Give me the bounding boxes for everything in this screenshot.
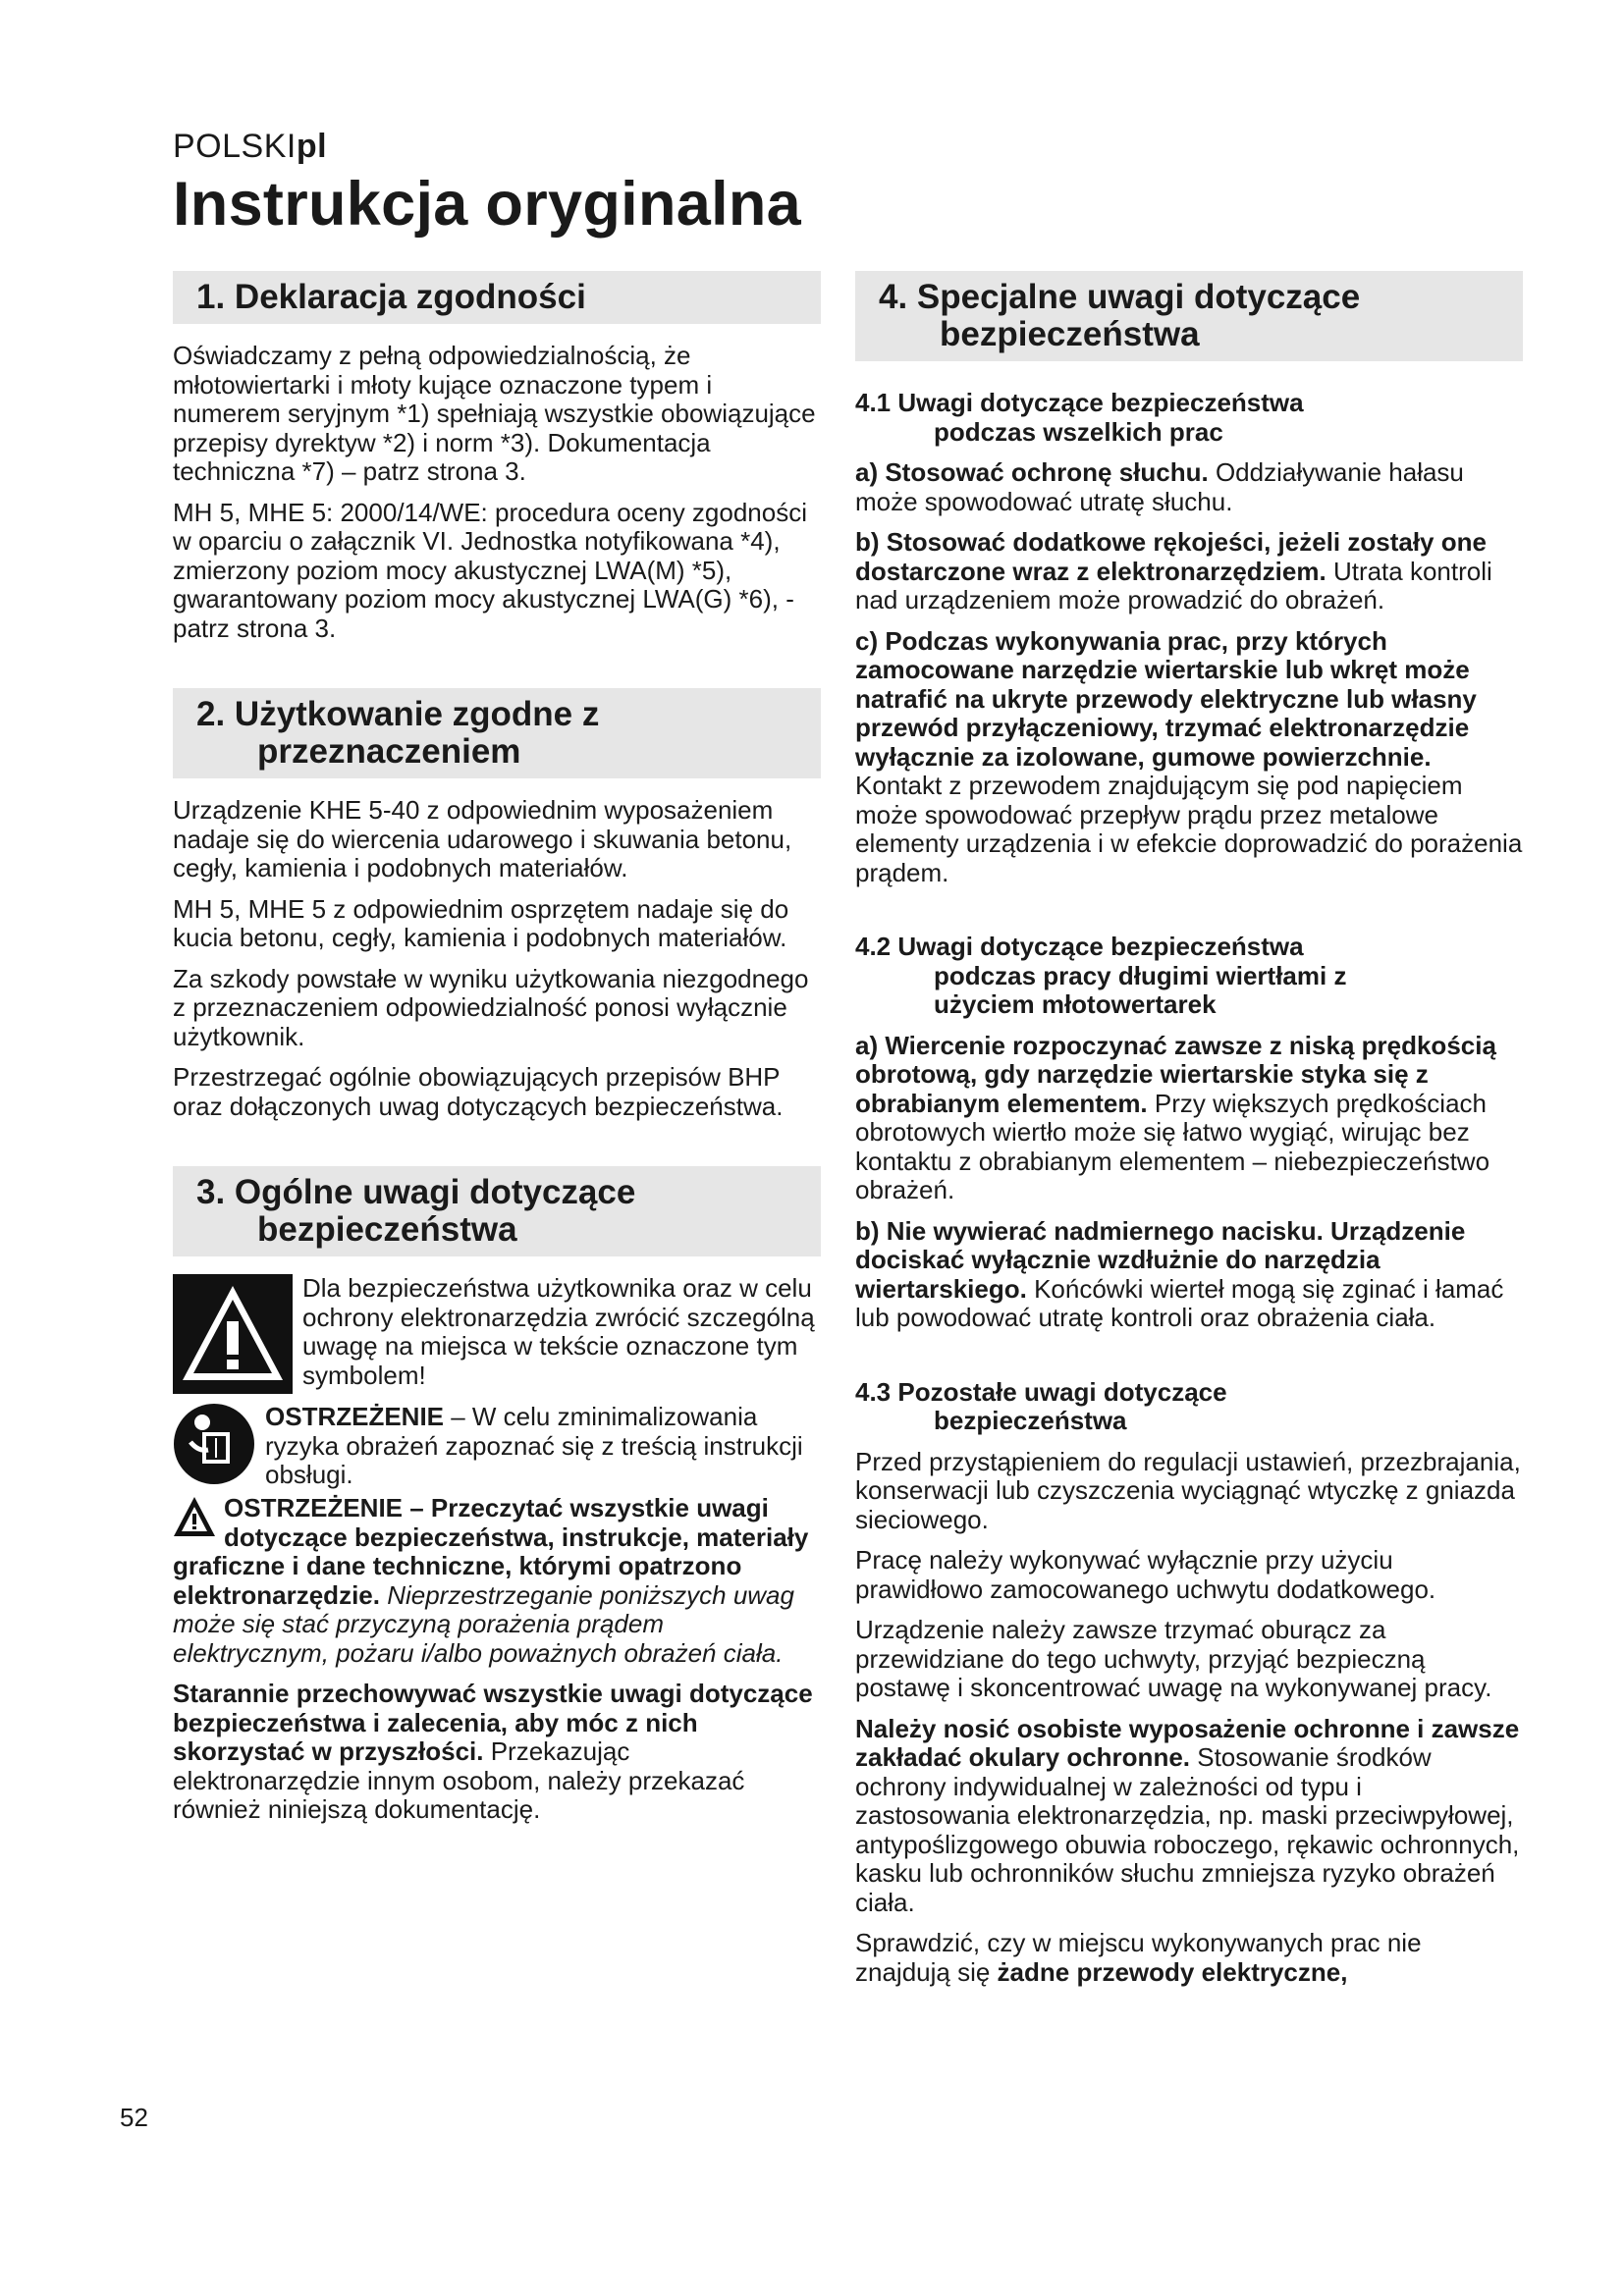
- right-column: [855, 271, 1523, 1999]
- left-column: [173, 271, 821, 1837]
- sec4-3-paragraph: Urządzenie należy zawsze trzymać oburącz za przewidziane do tego uchwyty, przyjąć bezpieczną postawę i skoncentrować uwagę na wykonywanej pracy.: [855, 1615, 1492, 1702]
- sec2-paragraph: MH 5, MHE 5 z odpowiednim osprzętem nadaje się do kucia betonu, cegły, kamienia i podobnych materiałów.: [173, 893, 789, 952]
- sec4-3-paragraph: Należy nosić osobiste wyposażenie ochronne i zawsze zakładać okulary ochronne. Stosowanie środków ochrony indywidualnej w zależności od typu i zastosowania elektronarzędzia, np. maski przeciwpyłowej, antypoślizgowego obuwia roboczego, rękawic ochronnych, kasku lub ochronników słuchu zmniejsza ryzyko obrażeń ciała.: [855, 1713, 1520, 1917]
- sec4-2-item-b: b) Nie wywierać nadmiernego nacisku. Urządzenie dociskać wyłącznie wzdłużnie do narzędzia wiertarskiego. Końcówki wierteł mogą się zginać i łamać lub powodować utratę kontroli oraz obrażenia ciała.: [855, 1215, 1504, 1332]
- warning-triangle-icon: [173, 1274, 293, 1399]
- sec2-paragraph: Za szkody powstałe w wyniku użytkowania niezgodnego z przeznaczeniem odpowiedzialność ponosi wyłącznie użytkownik.: [173, 963, 809, 1051]
- sec4-3-paragraph: Pracę należy wykonywać wyłącznie przy użyciu prawidłowo zamocowanego uchwytu dodatkowego.: [855, 1545, 1436, 1604]
- keep-instructions-paragraph: Starannie przechowywać wszystkie uwagi dotyczące bezpieczeństwa i zalecenia, aby móc z nich skorzystać w przyszłości. Przekazując elektronarzędzie innym osobom, należy przekazać również niniejszą dokumentację.: [173, 1679, 813, 1824]
- manual-warning: OSTRZEŻENIE – W celu zminimalizowania ryzyka obrażeń zapoznać się z treścią instrukcji obsługi.: [173, 1403, 821, 1490]
- sec4-1-item-c: c) Podczas wykonywania prac, przy których zamocowane narzędzie wiertarskie lub wkręt może natrafić na ukryte przewody elektryczne lub własny przewód przyłączeniowy, trzymać elektronarzędzie wyłącznie za izolowane, gumowe powierzchnie. Kontakt z przewodem znajdującym się pod napięciem może spowodować przepływ prądu przez metalowe elementy urządzenia i w efekcie doprowadzić do porażenia prądem.: [855, 625, 1523, 887]
- sec2-paragraph: Urządzenie KHE 5-40 z odpowiednim wyposażeniem nadaje się do wiercenia udarowego i skuwania betonu, cegły, kamienia i podobnych materiałów.: [173, 795, 792, 882]
- section-3-heading: 3. Ogólne uwagi dotyczące bezpieczeństwa: [173, 1166, 821, 1256]
- read-manual-icon: [173, 1403, 255, 1490]
- language-code: pl: [296, 128, 328, 165]
- page-title: Instrukcja oryginalna: [173, 170, 801, 239]
- sec1-paragraph: MH 5, MHE 5: 2000/14/WE: procedura oceny zgodności w oparciu o załącznik VI. Jednostka notyfikowana *4), zmierzony poziom mocy akustycznej LWA(M) *5), gwarantowany poziom mocy akustycznej LWA(G) *6), - patrz strona 3.: [173, 497, 807, 643]
- sec2-paragraph: Przestrzegać ogólnie obowiązujących przepisów BHP oraz dołączonych uwag dotyczących bezpieczeństwa.: [173, 1062, 784, 1121]
- section-2-heading: 2. Użytkowanie zgodne z przeznaczeniem: [173, 688, 821, 778]
- sec4-1-item-b: b) Stosować dodatkowe rękojeści, jeżeli zostały one dostarczone wraz z elektronarzędziem. Utrata kontroli nad urządzeniem może prowadzić do obrażeń.: [855, 527, 1492, 614]
- subsection-4-3-heading: 4.3 Pozostałe uwagi dotyczące bezpieczeństwa: [855, 1376, 1227, 1435]
- sec1-paragraph: Oświadczamy z pełną odpowiedzialnością, że młotowiertarki i młoty kujące oznaczone typem i numerem seryjnym *1) spełniają wszystkie obowiązujące przepisy dyrektyw *2) i norm *3). Dokumentacja techniczna *7) – patrz strona 3.: [173, 341, 816, 486]
- warning-symbol-text: Dla bezpieczeństwa użytkownika oraz w celu ochrony elektronarzędzia zwrócić szczególną uwagę na miejsca w tekście oznaczone tym symbolem!: [302, 1273, 815, 1390]
- subsection-4-1-heading: 4.1 Uwagi dotyczące bezpieczeństwa podczas wszelkich prac: [855, 388, 1304, 447]
- language-prefix: POLSKI: [173, 128, 297, 165]
- sec4-2-item-a: a) Wiercenie rozpoczynać zawsze z niską prędkością obrotową, gdy narzędzie wiertarskie styka się z obrabianym elementem. Przy większych prędkościach obrotowych wiertło może się łatwo wygiąć, wirując bez kontaktu z obrabianym elementem – niebezpieczeństwo obrażeń.: [855, 1030, 1496, 1204]
- warning-symbol-note: [173, 1274, 821, 1399]
- warning-small-icon: [173, 1496, 216, 1544]
- section-4-heading: 4. Specjalne uwagi dotyczące bezpieczeństwa: [855, 271, 1523, 361]
- general-warning-paragraph: OSTRZEŻENIE – Przeczytać wszystkie uwagi dotyczące bezpieczeństwa, instrukcje, materiały graficzne i dane techniczne, którymi opatrzono elektronarzędzie. Nieprzestrzeganie poniższych uwag może się stać przyczyną porażenia prądem elektrycznym, pożaru i/albo poważnych obrażeń ciała.: [173, 1493, 809, 1668]
- page-number: 52: [120, 2103, 148, 2132]
- subsection-4-2-heading: 4.2 Uwagi dotyczące bezpieczeństwa podczas pracy długimi wiertłami z użyciem młotowertarek: [855, 932, 1347, 1019]
- sec4-1-item-a: a) Stosować ochronę słuchu. Oddziaływanie hałasu może spowodować utratę słuchu.: [855, 457, 1464, 516]
- section-1-heading: 1. Deklaracja zgodności: [173, 271, 821, 324]
- sec4-3-paragraph: Przed przystąpieniem do regulacji ustawień, przezbrajania, konserwacji lub czyszczenia wyciągnąć wtyczkę z gniazda sieciowego.: [855, 1446, 1521, 1534]
- language-label: [173, 128, 327, 166]
- sec4-3-paragraph: Sprawdzić, czy w miejscu wykonywanych prac nie znajdują się żadne przewody elektryczne,: [855, 1928, 1422, 1987]
